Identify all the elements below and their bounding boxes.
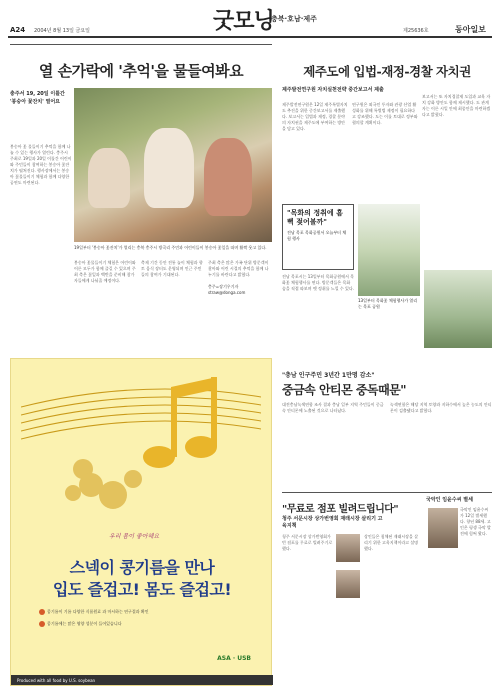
issue-number: 제25636호 [403, 28, 429, 34]
article-body-col1: 대전충남녹색연합 조사 결과 충남 일부 지역 주민들이 중금속 안티몬에 노출된 것으로 나타났다. [282, 402, 384, 413]
article-body-col3: 청주 서문시장 상가번영회가 빈 점포를 무료로 빌려주기로 했다. [282, 534, 333, 551]
section-divider [282, 492, 492, 493]
article-body-col4 [208, 260, 272, 350]
article-body-col1: 제주발전연구원은 12일 제주특별자치도 추진을 위한 중간보고서를 제출했다. 보고서는 입법과 재정, 경찰 분야의 자치권을 제주도에 부여하는 방안을 담고 있다. [282, 102, 348, 131]
article-kicker: "충남 인구주민 3년간 1만명 감소" [282, 372, 375, 379]
ad-tagline: 우리 몸이 좋아해요 [109, 533, 160, 540]
article-body-col4: 전남 목포시는 13일부터 목화공원에서 목화꽃 체험행사를 연다. 방문객들은 목화솜을 직접 따보며 옛 정취를 느낄 수 있다. [282, 274, 354, 291]
byline-line1: 충주서 19, 20일 이틀간 [10, 91, 65, 97]
page-number: A24 [10, 26, 26, 34]
ad-body [39, 609, 189, 627]
newspaper-logo: 동아일보 [455, 25, 486, 34]
ad-brand-logos: ASA · USB [217, 655, 251, 662]
photo-figure [88, 148, 130, 208]
music-notes-graphic [21, 367, 261, 522]
article-body-col1: 봉숭아 꽃 물들이기 추억을 함께 나눌 수 있는 행사가 열린다. 충주시 주최로 19일과 20일 이틀간 어린이와 주민들이 참여하는 봉숭아 꽃잔치가 펼쳐진다. 행사장에서는 봉숭아 꽃물들이기 체험과 함께 다양한 공연도 마련된다. [10, 144, 72, 185]
article-body-col3: 축제 기간 동안 전통 놀이 체험과 향토 음식 장터도 운영되며 인근 주민들의 참여가 기대된다. [141, 260, 203, 277]
group-photo [424, 270, 492, 348]
article-body-col2: 연구원은 외국인 투자와 관광 산업 활성화를 위해 특별법 제정이 필요하다고 강조했다. 도는 이를 토대로 정부와 협의할 계획이다. [352, 102, 418, 125]
article-dek-2: 청주 서문시장 상가번영회 재래시장 살리기 고육지책 [282, 516, 383, 529]
portrait-photo [336, 534, 360, 562]
cotton-feature-box [282, 204, 354, 270]
photo-figure [144, 128, 194, 208]
article-headline: 중금속 안티몬 중독때문" [282, 383, 407, 397]
ad-headline-2: 입도 즐겁고! 몸도 즐겁고! [52, 580, 232, 599]
photo-caption: 19일부터 '봉숭아 꽃잔치'가 열리는 충북 충주시 방곡리 주민과 어린이들이 봉숭아 꽃잎을 따며 활짝 웃고 있다. [74, 245, 267, 250]
obituary-text: 국악인 임윤수씨가 12일 별세했다. 향년 88세. 고인은 평생 국악 발전에 힘써 왔다. [460, 507, 491, 536]
page-header [8, 4, 492, 38]
obituary-title: 국악인 임윤수씨 별세 [426, 497, 473, 503]
cotton-photo [358, 204, 420, 296]
byline-line2: '봉숭아 꽃잔치' 열어요 [10, 99, 61, 105]
article-byline [10, 90, 72, 106]
box-subtitle: 전남 목포 목화공원서 오늘부터 체험 행사 [287, 230, 347, 241]
article-body-col3: 보고서는 또 자치경찰제 도입과 교육 자치 강화 방안도 함께 제시했다. 도 관계자는 이른 시일 안에 최종안을 마련하겠다고 밝혔다. [422, 94, 491, 117]
article-body-col2: 봉숭아 꽃물들이기 체험은 어린이와 어른 모두가 함께 즐길 수 있으며 주최 측은 꽃잎과 백반을 준비해 참가자들에게 나눠줄 예정이다. [74, 260, 136, 283]
reporter-signature: 충주=장기우기자 straw@donga.com [208, 284, 246, 295]
article-bongsuna [10, 44, 272, 354]
box-title: "목화의 정취에 흠뻑 젖어볼까" [287, 209, 343, 226]
article-headline: 제주도에 입법-재정-경찰 자치권 [303, 64, 471, 79]
article-dek: 제주발전연구원 자치실천전략 중간보고서 제출 [282, 87, 384, 93]
bullet-icon [39, 621, 45, 627]
ad-point-2: 콩기름에는 많은 영양 성분이 들어있습니다 [39, 621, 189, 627]
obituary-portrait [428, 508, 458, 548]
article-jeju [282, 44, 492, 364]
masthead-title: 굿모닝 [213, 8, 274, 34]
issue-date: 2004년 8월 13일 금요일 [34, 28, 91, 34]
soybean-oil-advertisement [10, 358, 272, 686]
ad-headline-1: 스넥이 콩기름을 만나 [69, 558, 215, 577]
photo-figure [204, 138, 252, 216]
article-body-col4: 상인들은 침체된 재래시장을 살리기 위한 고육지책이라고 설명했다. [364, 534, 419, 551]
article-headline-2: "무료로 점포 빌려드립니다" [282, 504, 399, 515]
ad-footer: Produced with all food by U.S. soybean [11, 675, 273, 685]
article-headline: 열 손가락에 '추억'을 물들여봐요 [38, 62, 244, 80]
masthead-subtitle: 충북·호남·제주 [271, 15, 317, 23]
photo-caption: 13일부터 목화꽃 체험행사가 열리는 목포 공원 [358, 298, 418, 309]
header-rule [8, 36, 492, 38]
article-top-rule [10, 44, 272, 45]
portrait-photo [336, 570, 360, 598]
article-body-text: 주최 측은 많은 가족 단위 방문객이 찾아와 어린 시절의 추억을 함께 나누기를 바란다고 밝혔다. [208, 260, 269, 277]
article-body-col2: 녹색연합은 해당 지역 토양과 지하수에서 높은 농도의 안티몬이 검출됐다고 밝혔다. [390, 402, 492, 413]
ad-point-1: 콩기름이 기름 다양한 식품원료 과 마시하는 연구결과 확인 [39, 609, 189, 615]
lower-right-section [282, 368, 492, 678]
article-photo [74, 88, 272, 242]
bullet-icon [39, 609, 45, 615]
